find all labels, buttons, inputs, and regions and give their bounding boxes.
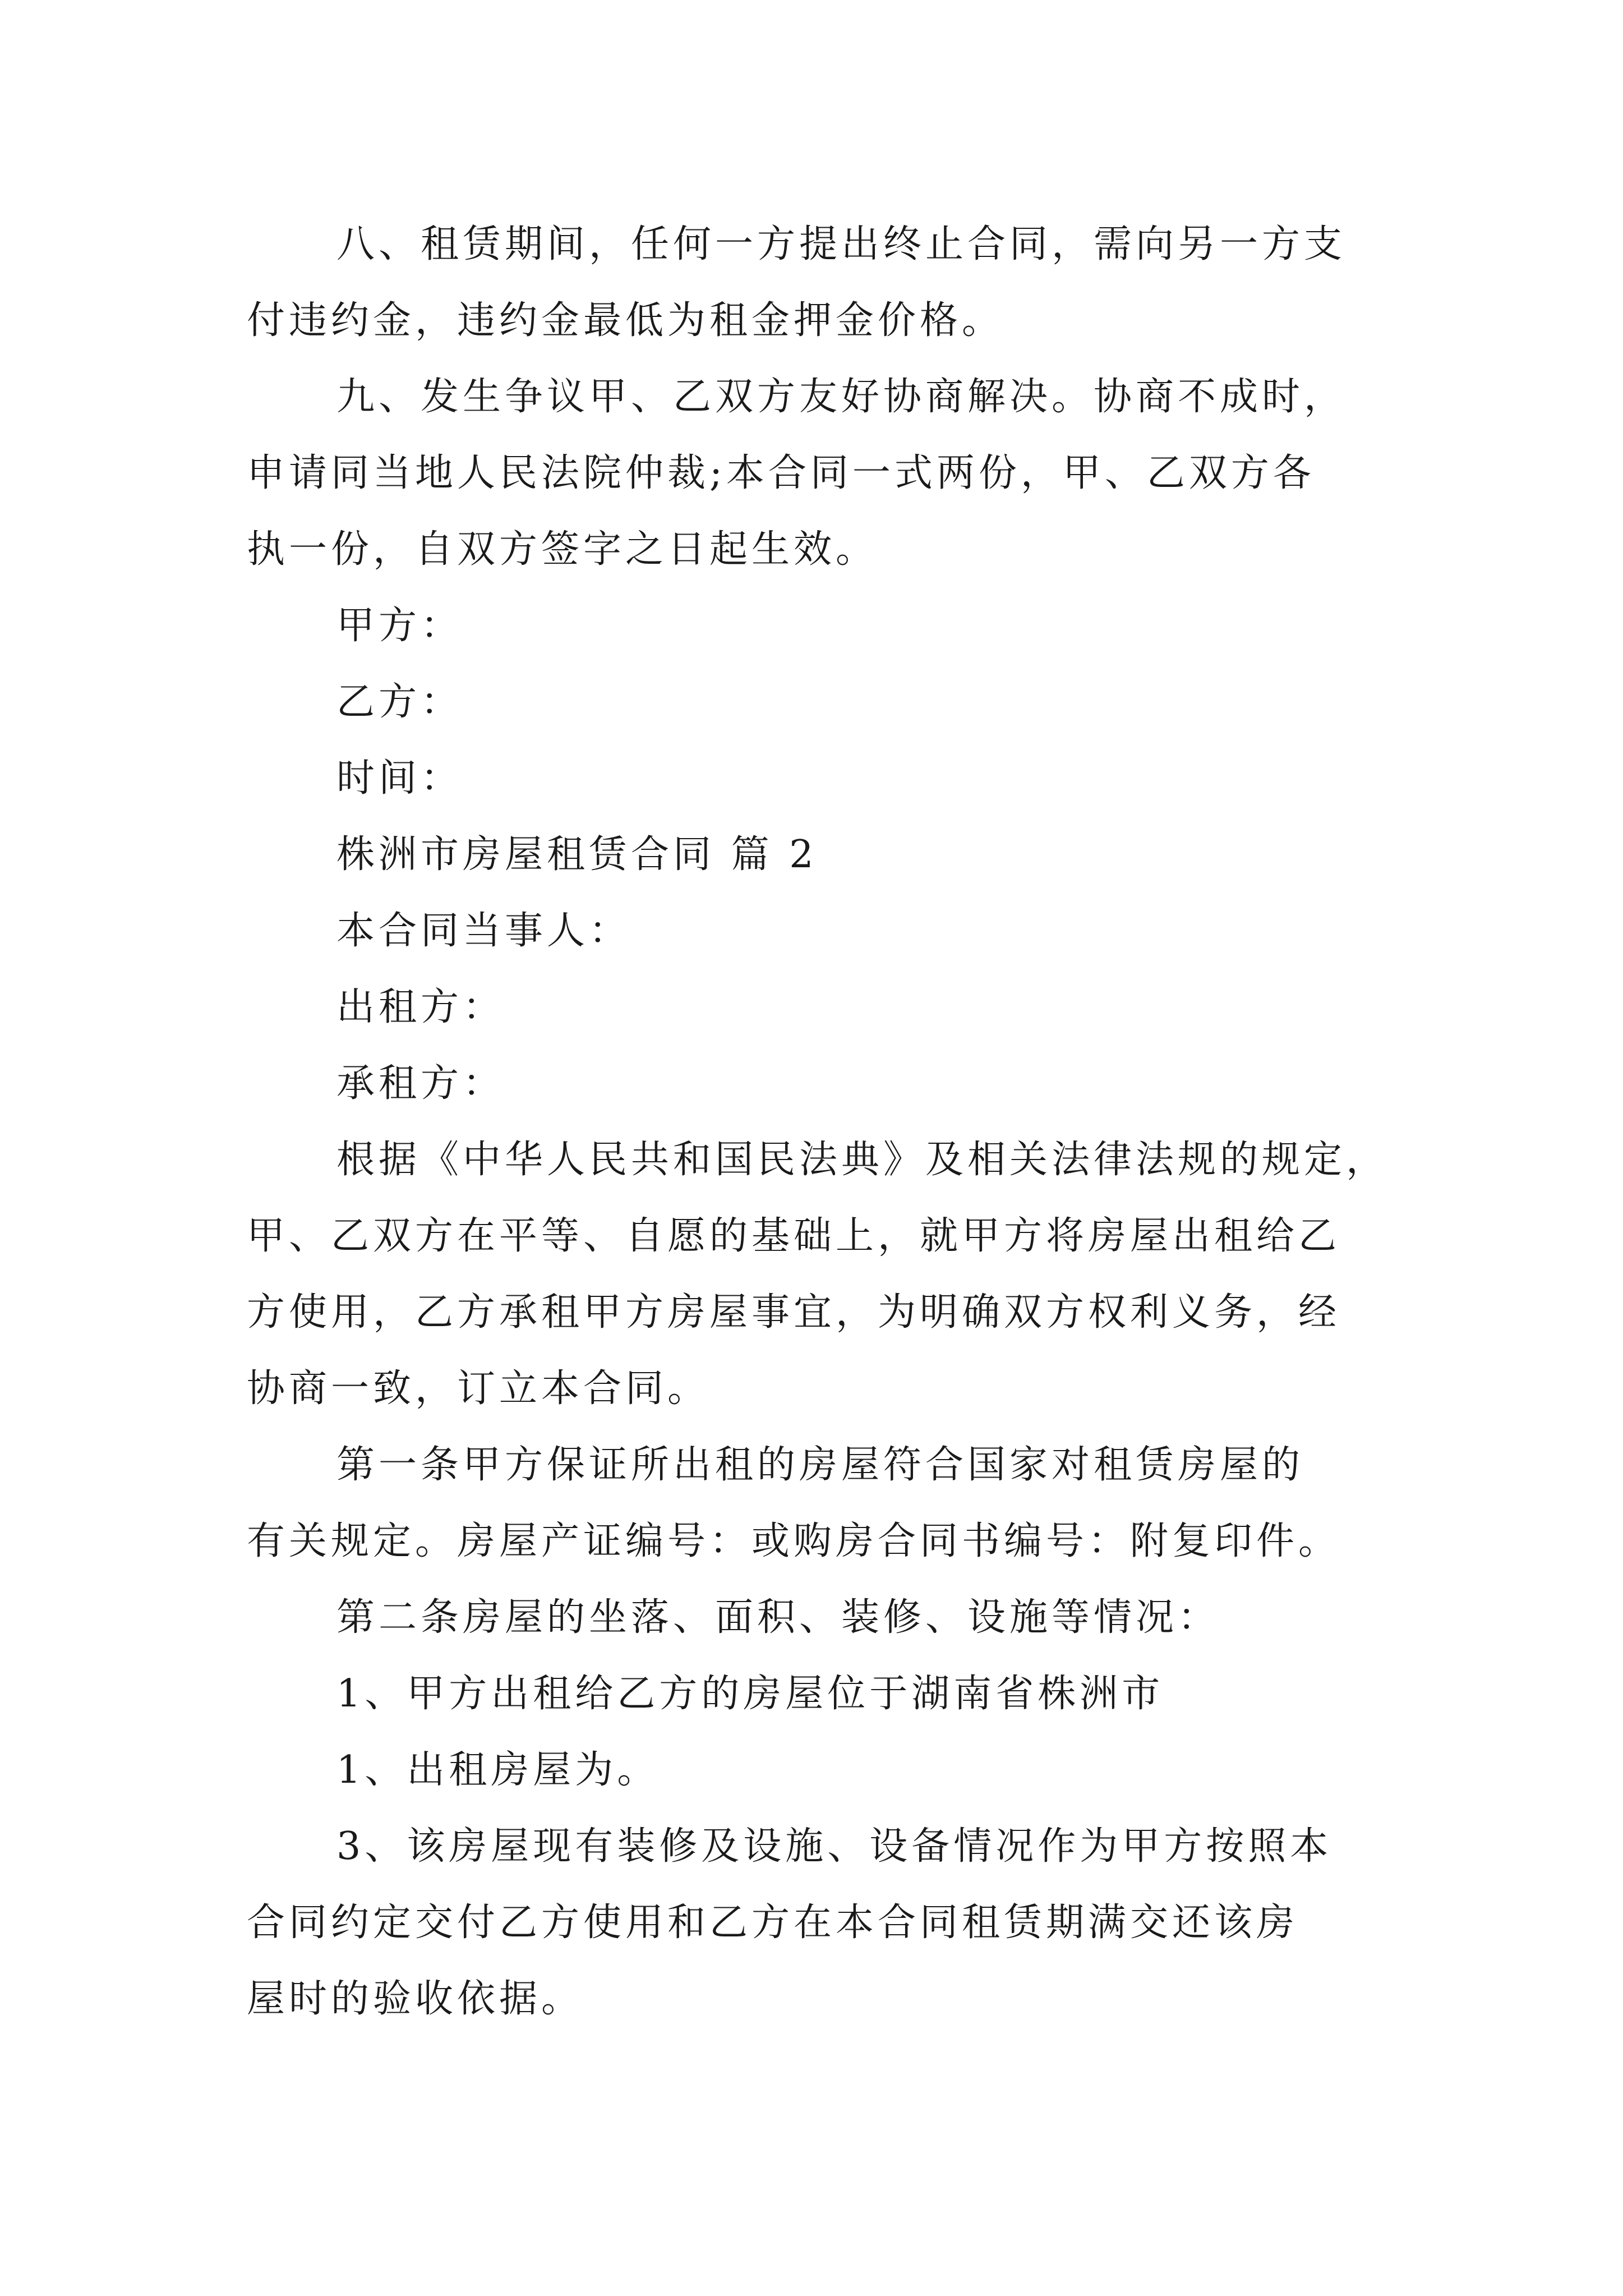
clause-eight-line-2: 付违约金，违约金最低为租金押金价格。 [247, 298, 1004, 343]
time-label: 时间： [336, 756, 463, 800]
preamble-line-1: 根据《中华人民共和国民法典》及相关法律法规的规定， [336, 1138, 1389, 1182]
item-1-rental-house: 1、出租房屋为。 [336, 1748, 660, 1792]
preamble-line-4: 协商一致，订立本合同。 [247, 1366, 710, 1411]
clause-nine-line-3: 执一份，自双方签字之日起生效。 [247, 527, 878, 572]
party-b-label: 乙方： [336, 680, 463, 724]
item-1-location: 1、甲方出租给乙方的房屋位于湖南省株洲市 [336, 1672, 1164, 1716]
article-two: 第二条房屋的坐落、面积、装修、设施等情况： [336, 1595, 1220, 1640]
clause-eight-line-1: 八、租赁期间，任何一方提出终止合同，需向另一方支 [336, 222, 1347, 266]
clause-nine-line-2: 申请同当地人民法院仲裁;本合同一式两份，甲、乙双方各 [247, 451, 1315, 495]
clause-nine-line-1: 九、发生争议甲、乙双方友好协商解决。协商不成时， [336, 375, 1347, 419]
preamble-line-3: 方使用，乙方承租甲方房屋事宜，为明确双方权利义务，经 [247, 1290, 1341, 1335]
item-3-line-2: 合同约定交付乙方使用和乙方在本合同租赁期满交还该房 [247, 1901, 1299, 1945]
preamble-line-2: 甲、乙双方在平等、自愿的基础上，就甲方将房屋出租给乙 [247, 1214, 1341, 1258]
party-a-label: 甲方： [336, 604, 463, 648]
lessee-label: 承租方： [336, 1061, 505, 1106]
article-one-line-1: 第一条甲方保证所出租的房屋符合国家对租赁房屋的 [336, 1443, 1304, 1487]
lessor-label: 出租方： [336, 985, 505, 1029]
parties-heading: 本合同当事人： [336, 909, 631, 953]
item-3-line-3: 屋时的验收依据。 [247, 1977, 584, 2021]
item-3-line-1: 3、该房屋现有装修及设施、设备情况作为甲方按照本 [336, 1824, 1332, 1869]
article-one-line-2: 有关规定。房屋产证编号：或购房合同书编号：附复印件。 [247, 1519, 1341, 1563]
section-title: 株洲市房屋租赁合同 篇 2 [336, 832, 818, 877]
